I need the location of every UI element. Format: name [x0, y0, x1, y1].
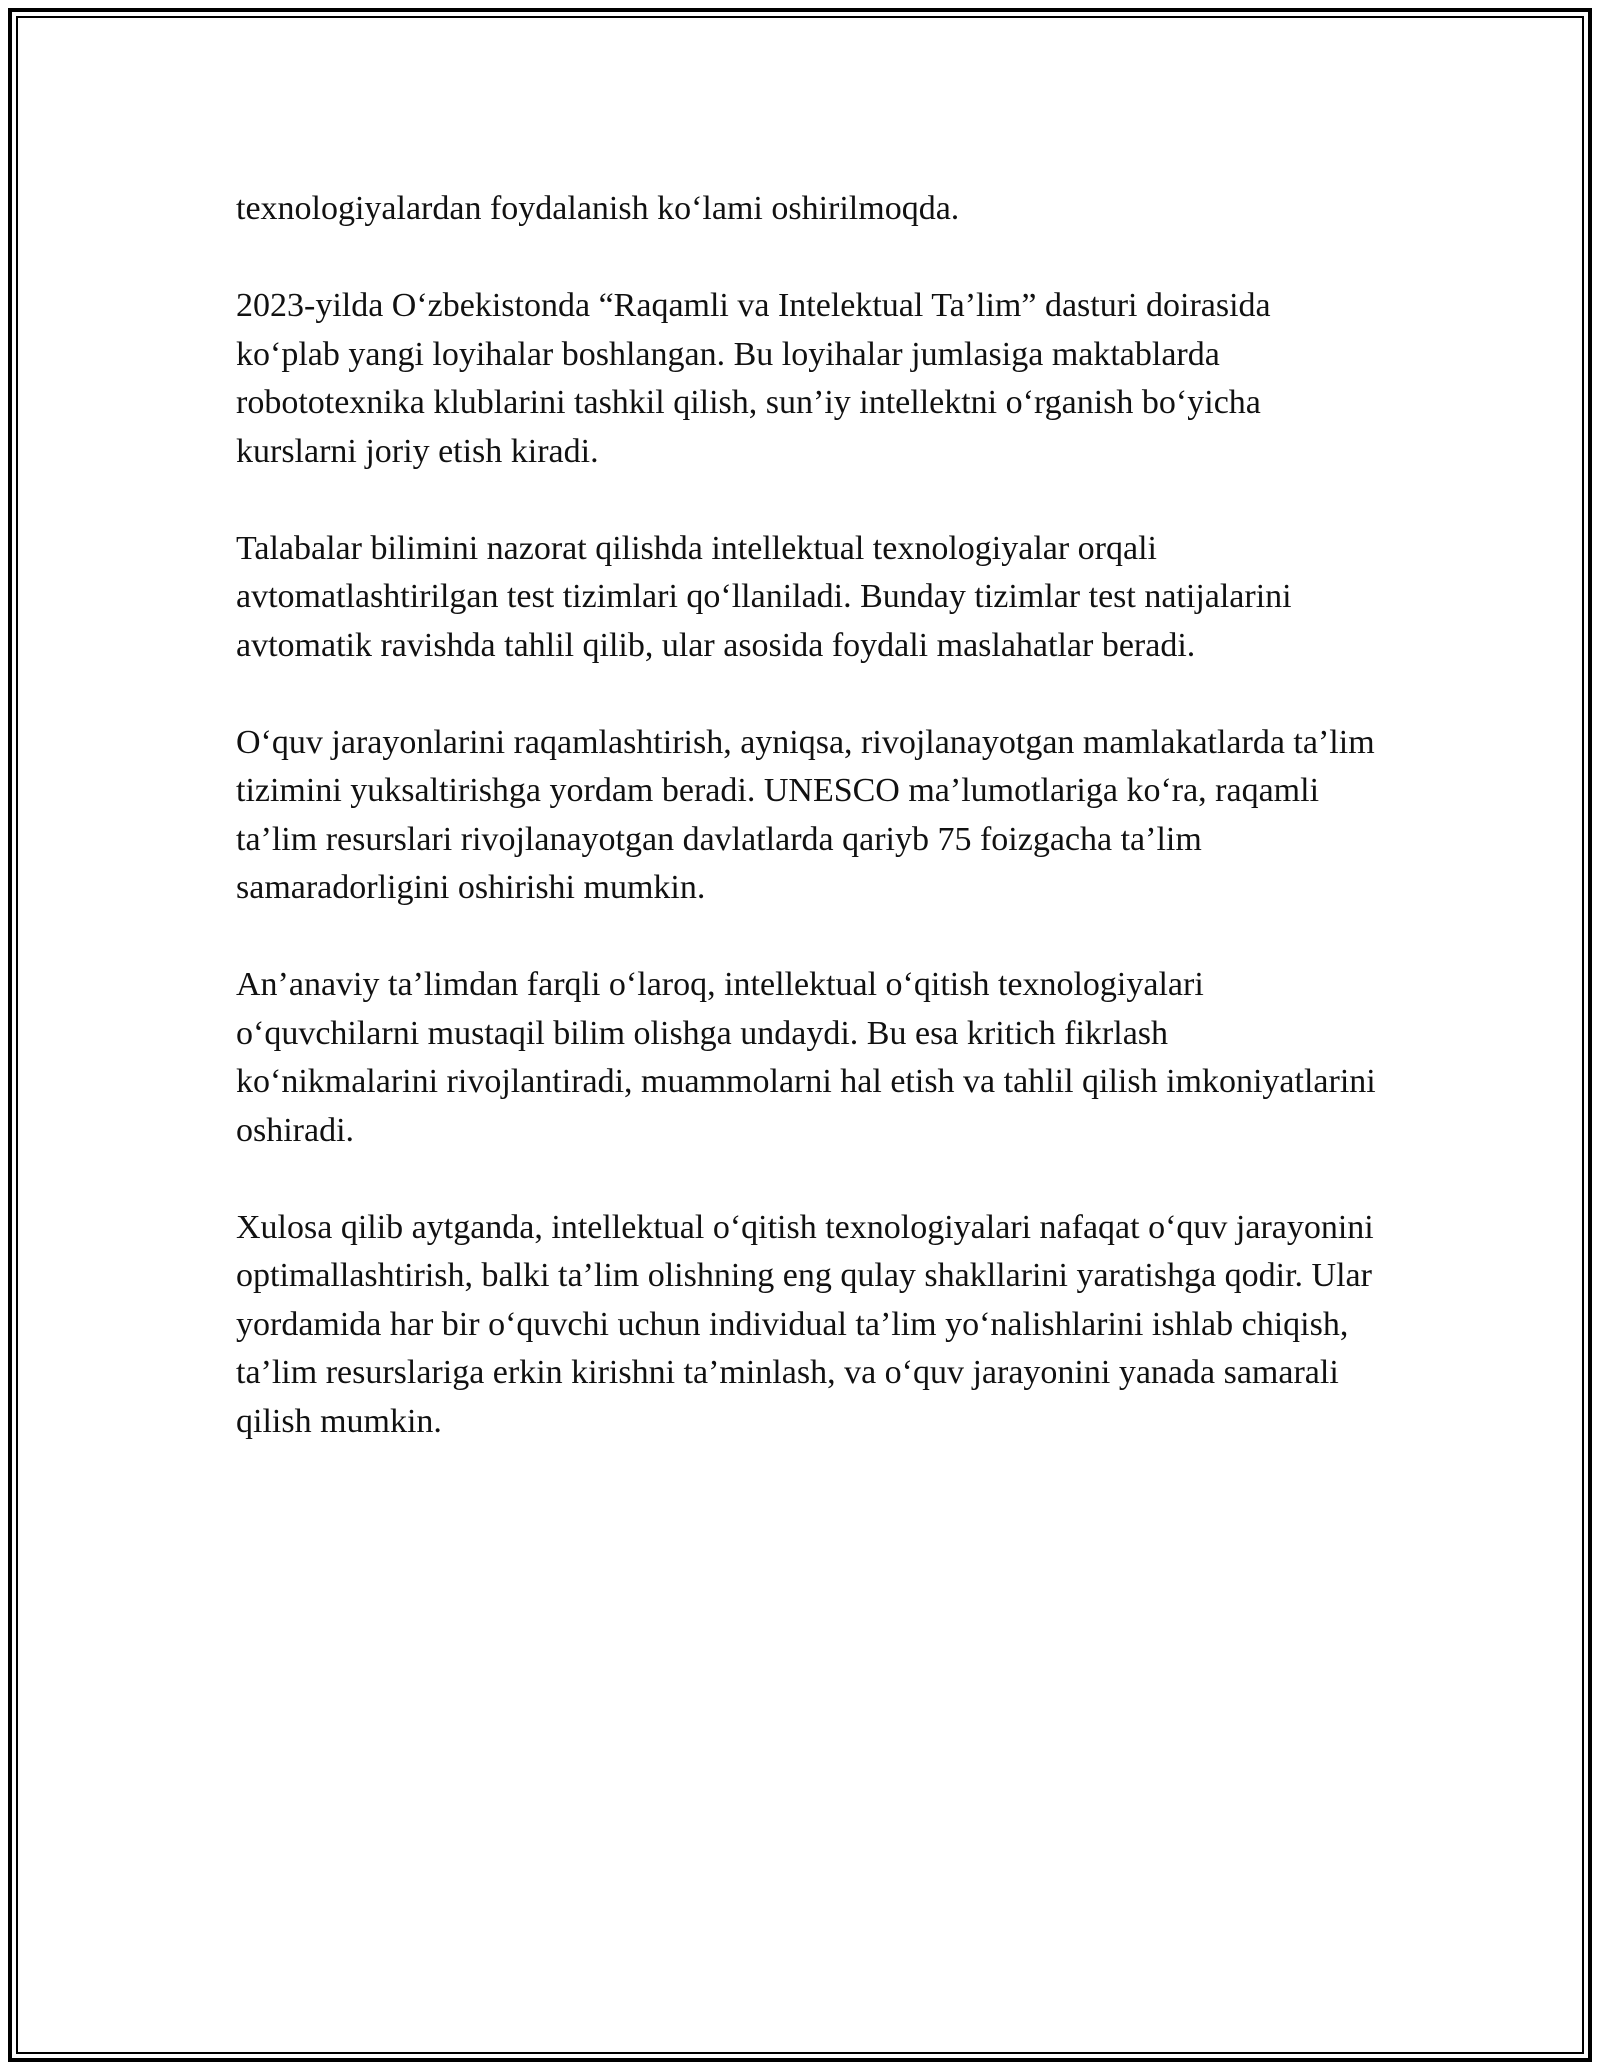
paragraph-4: O‘quv jarayonlarini raqamlashtirish, ayniqsa, rivojlanayotgan mamlakatlarda ta’lim tizimini yuksaltirishga yordam beradi. UNESCO ma’lumotlariga ko‘ra, raqamli ta’lim resurslari rivojlanayotgan davlatlarda qariyb 75 foizgacha ta’lim samaradorligini oshirishi mumkin.	[236, 723, 1375, 906]
paragraph-2: 2023-yilda O‘zbekistonda “Raqamli va Intelektual Ta’lim” dasturi doirasida ko‘plab yangi loyihalar boshlangan. Bu loyihalar jumlasiga maktablarda robototexnika klublarini tashkil qilish, sun’iy intellektni o‘rganish bo‘yicha kurslarni joriy etish kiradi.	[236, 287, 1271, 470]
paragraph-1: texnologiyalardan foydalanish ko‘lami oshirilmoqda.	[236, 190, 960, 227]
paragraph-3: Talabalar bilimini nazorat qilishda intellektual texnologiyalar orqali avtomatlashtirilgan test tizimlari qo‘llaniladi. Bunday tizimlar test natijalarini avtomatik ravishda tahlil qilib, ular asosida foydali maslahatlar beradi.	[236, 529, 1292, 664]
paragraph-5: An’anaviy ta’limdan farqli o‘laroq, intellektual o‘qitish texnologiyalari o‘quvchilarni mustaqil bilim olishga undaydi. Bu esa kritich fikrlash ko‘nikmalarini rivojlantiradi, muammolarni hal etish va tahlil qilish imkoniyatlarini oshiradi.	[236, 966, 1376, 1149]
paragraph-6: Xulosa qilib aytganda, intellektual o‘qitish texnologiyalari nafaqat o‘quv jarayonini optimallashtirish, balki ta’lim olishning eng qulay shakllarini yaratishga qodir. Ular yordamida har bir o‘quvchi uchun individual ta’lim yo‘nalishlarini ishlab chiqish, ta’lim resurslariga erkin kirishni ta’minlash, va o‘quv jarayonini yanada samarali qilish mumkin.	[236, 1208, 1374, 1440]
document-body	[236, 185, 1376, 1495]
